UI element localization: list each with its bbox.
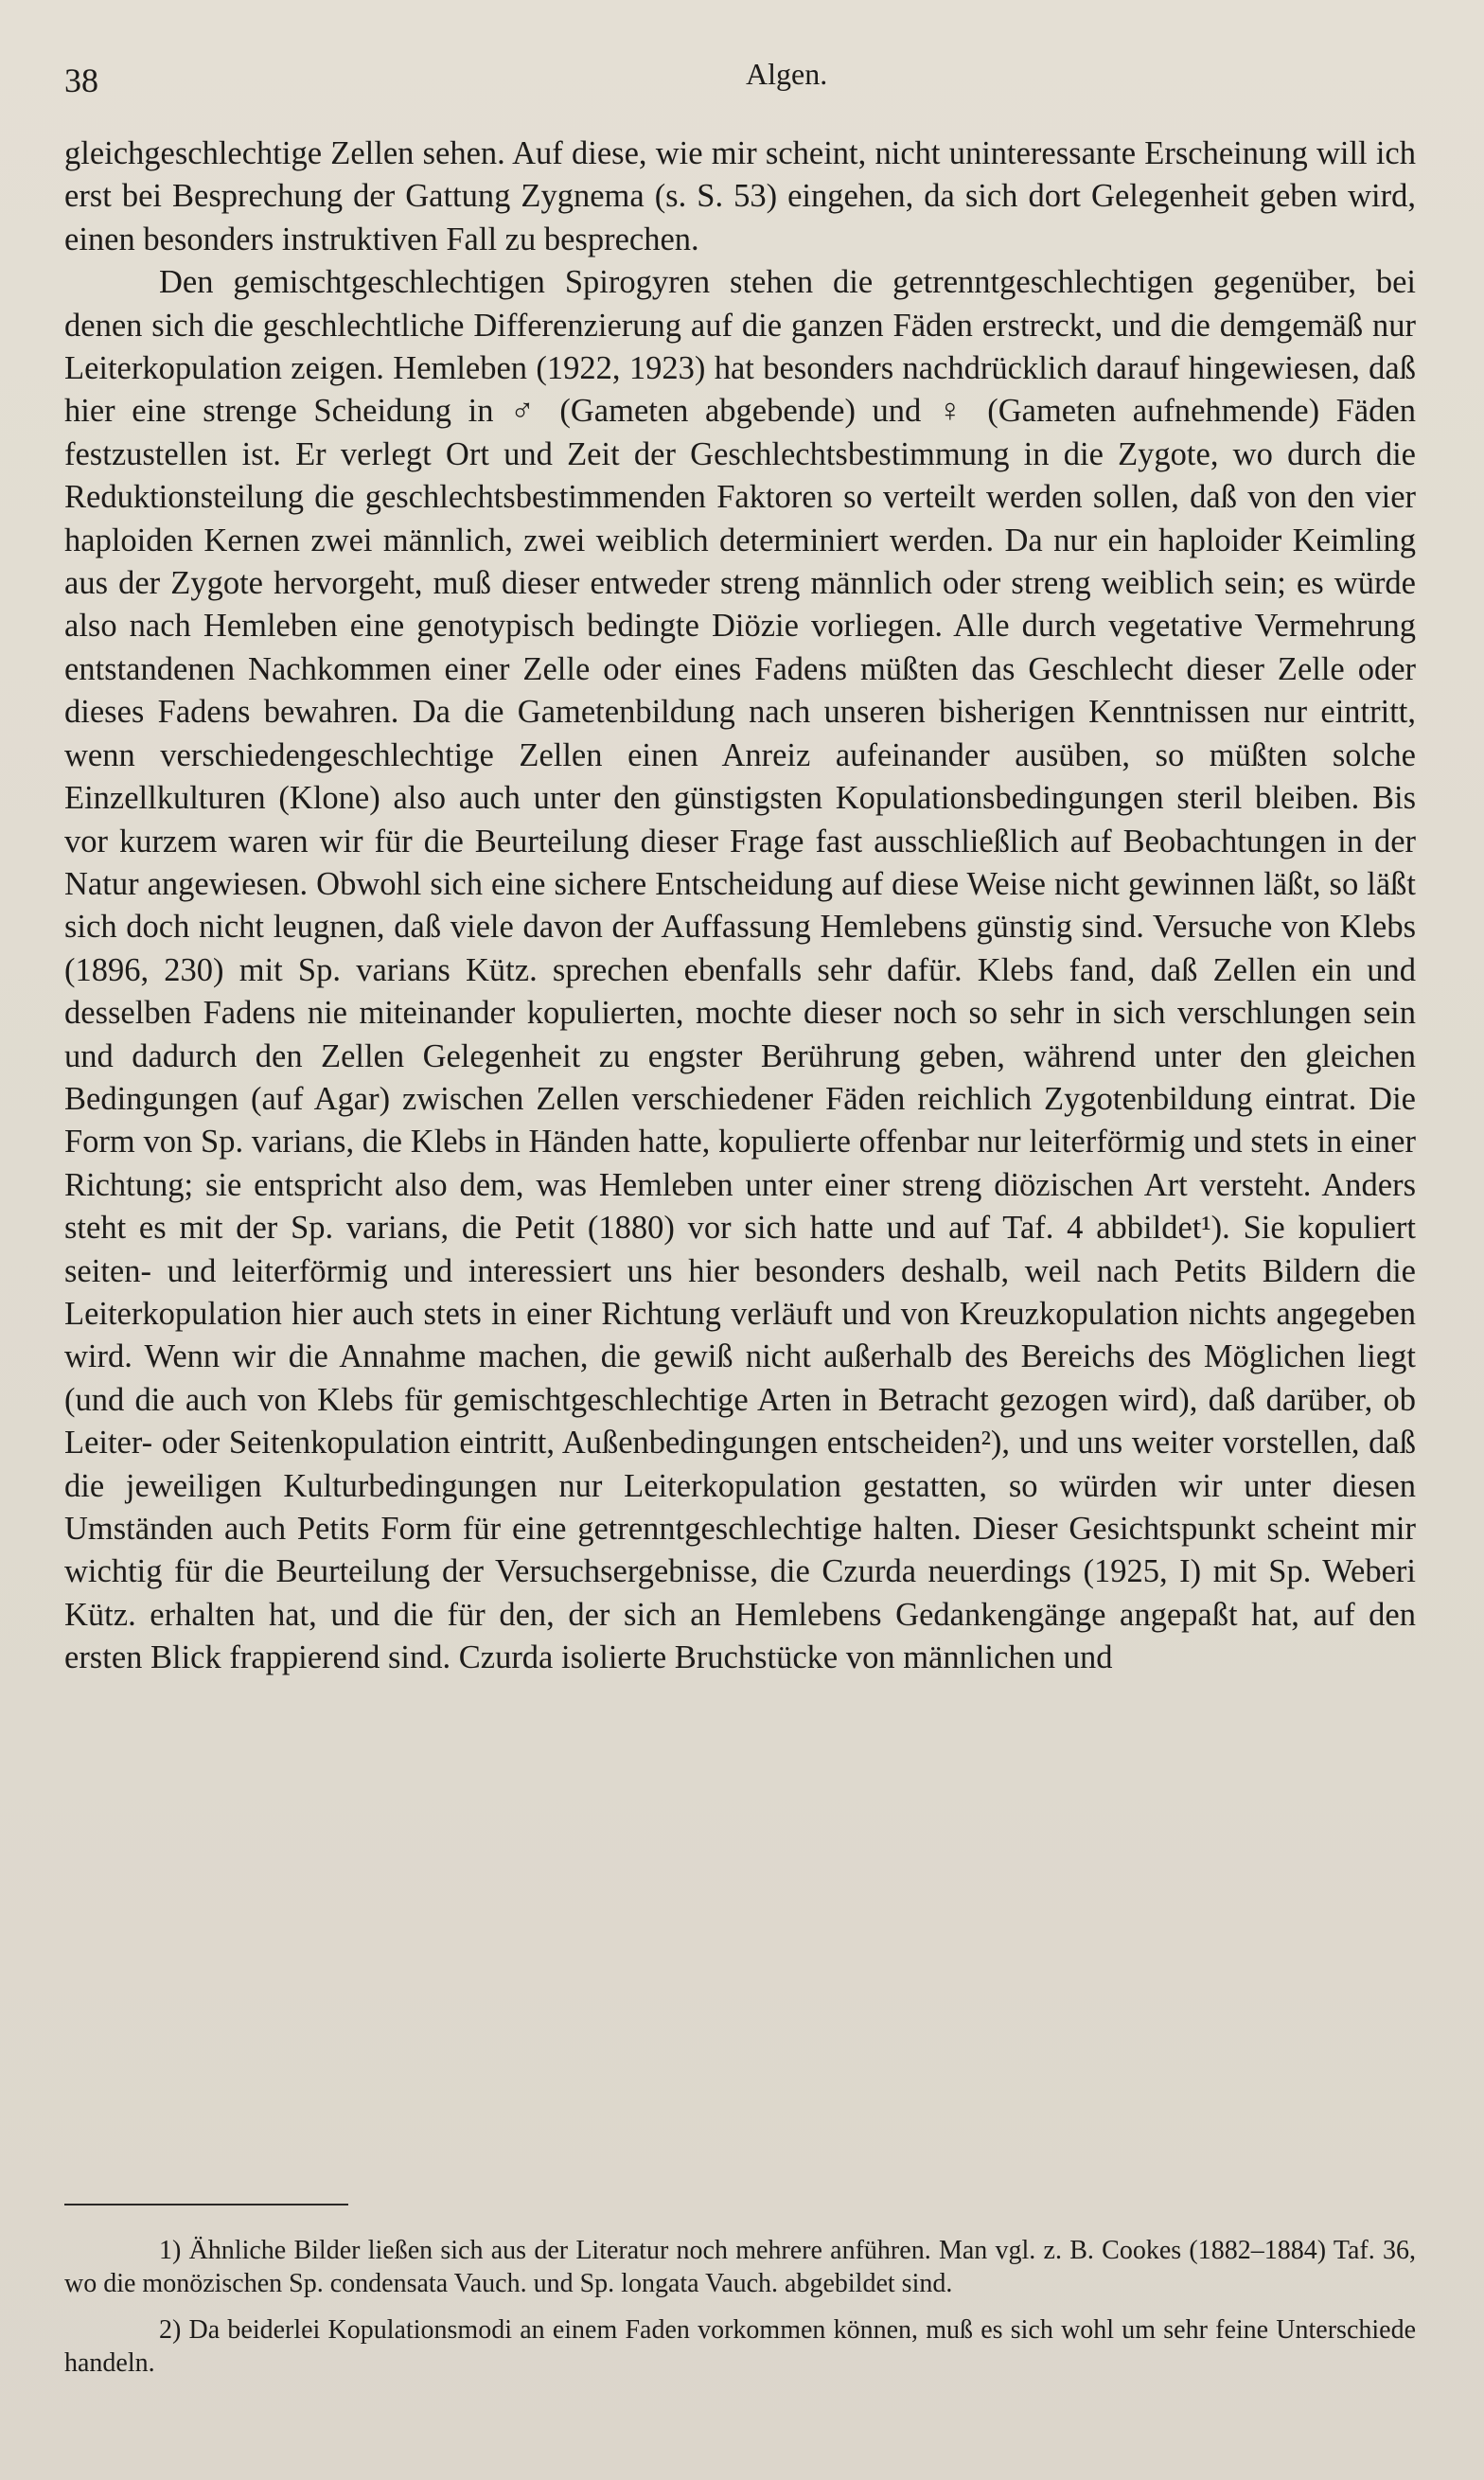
footnote: 1) Ähnliche Bilder ließen sich aus der Literatur noch mehrere anführen. Man vgl. z. B. Cookes (1882–1884) Taf. 36, wo die monözischen Sp. condensata Vauch. und Sp. longata Vauch. abgebildet sind. (64, 2236, 1416, 2298)
footnotes (64, 2234, 1416, 2393)
main-text (64, 133, 1416, 1680)
paragraph: Den gemischtgeschlechtigen Spirogyren stehen die getrenntgeschlechtigen gegenüber, bei denen sich die geschlechtliche Differenzierung auf die ganzen Fäden erstreckt, und die demgemäß nur Leiterkopulation zeigen. Hemleben (1922, 1923) hat besonders nachdrücklich darauf hingewiesen, daß hier eine strenge Scheidung in ♂ (Gameten abgebende) und ♀ (Gameten aufnehmende) Fäden festzustellen ist. Er verlegt Ort und Zeit der Geschlechtsbestimmung in die Zygote, wo durch die Reduktionsteilung die geschlechtsbestimmenden Faktoren so verteilt werden sollen, daß von den vier haploiden Kernen zwei männlich, zwei weiblich determiniert werden. Da nur ein haploider Keimling aus der Zygote hervorgeht, muß dieser entweder streng männlich oder streng weiblich sein; es würde also nach Hemleben eine genotypisch bedingte Diözie vorliegen. Alle durch vegetative Vermehrung entstandenen Nachkommen einer Zelle oder eines Fadens müßten das Geschlecht dieser Zelle oder dieses Fadens bewahren. Da die Gametenbildung nach unseren bisherigen Kenntnissen nur eintritt, wenn verschiedengeschlechtige Zellen einen Anreiz aufeinander ausüben, so müßten solche Einzellkulturen (Klone) also auch unter den günstigsten Kopulationsbedingungen steril bleiben. Bis vor kurzem waren wir für die Beurteilung dieser Frage fast ausschließlich auf Beobachtungen in der Natur angewiesen. Obwohl sich eine sichere Entscheidung auf diese Weise nicht gewinnen läßt, so läßt sich doch nicht leugnen, daß viele davon der Auffassung Hemlebens günstig sind. Versuche von Klebs (1896, 230) mit Sp. varians Kütz. sprechen ebenfalls sehr dafür. Klebs fand, daß Zellen ein und desselben Fadens nie miteinander kopulierten, mochte dieser noch so sehr in sich verschlungen sein und dadurch den Zellen Gelegenheit zu engster Berührung geben, während unter den gleichen Bedingungen (auf Agar) zwischen Zellen verschiedener Fäden reichlich Zygotenbildung eintrat. Die Form von Sp. varians, die Klebs in Händen hatte, kopulierte offenbar nur leiterförmig und stets in einer Richtung; sie entspricht also dem, was Hemleben unter einer streng diözischen Art versteht. Anders steht es mit der Sp. varians, die Petit (1880) vor sich hatte und auf Taf. 4 abbildet¹). Sie kopuliert seiten- und leiterförmig und interessiert uns hier besonders deshalb, weil nach Petits Bildern die Leiterkopulation hier auch stets in einer Richtung verläuft und von Kreuzkopulation nichts angegeben wird. Wenn wir die Annahme machen, die gewiß nicht außerhalb des Bereichs des Möglichen liegt (und die auch von Klebs für gemischtgeschlechtige Arten in Betracht gezogen wird), daß darüber, ob Leiter- oder Seitenkopulation eintritt, Außenbedingungen entscheiden²), und uns weiter vorstellen, daß die jeweiligen Kulturbedingungen nur Leiterkopulation gestatten, so würden wir unter diesen Umständen auch Petits Form für eine getrenntgeschlechtige halten. Dieser Gesichtspunkt scheint mir wichtig für die Beurteilung der Versuchsergebnisse, die Czurda neuerdings (1925, I) mit Sp. Weberi Kütz. erhalten hat, und die für den, der sich an Hemlebens Gedankengänge angepaßt hat, auf den ersten Blick frappierend sind. Czurda isolierte Bruchstücke von männlichen und (64, 264, 1416, 1676)
paragraph: gleichgeschlechtige Zellen sehen. Auf diese, wie mir scheint, nicht uninteressante Erscheinung will ich erst bei Besprechung der Gattung Zygnema (s. S. 53) eingehen, da sich dort Gelegenheit geben wird, einen besonders instruktiven Fall zu besprechen. (64, 135, 1416, 257)
page-header (64, 57, 1416, 104)
footnote-separator (64, 2204, 348, 2205)
footnote: 2) Da beiderlei Kopulationsmodi an einem Faden vorkommen können, muß es sich wohl um sehr feine Unterschiede handeln. (64, 2315, 1416, 2378)
running-title: Algen. (746, 57, 828, 91)
page-number: 38 (64, 62, 98, 99)
